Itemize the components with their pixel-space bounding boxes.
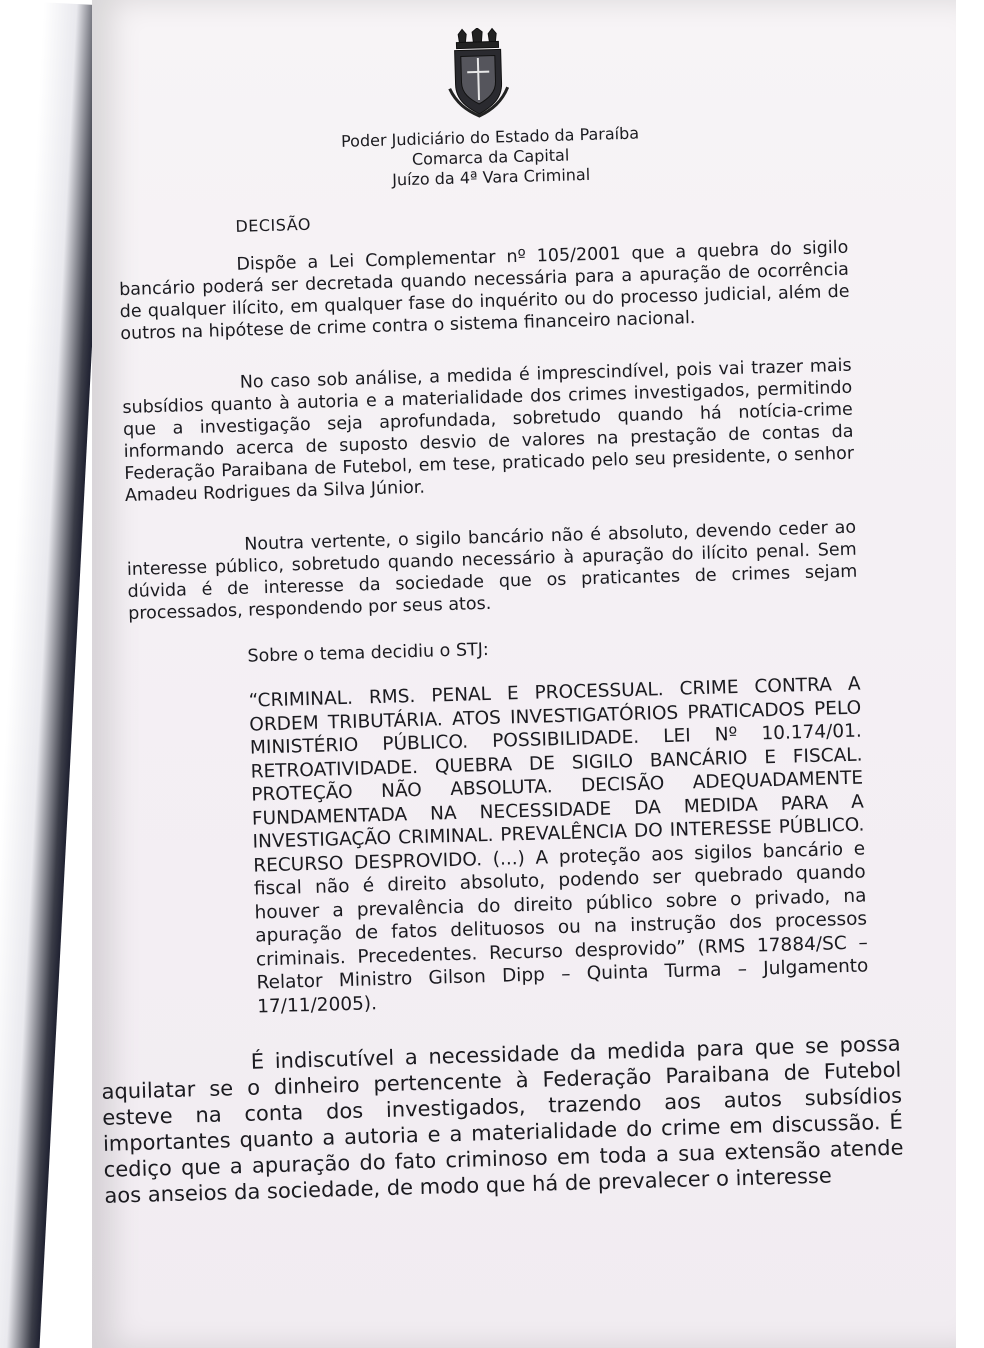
header-line-2: Comarca da Capital xyxy=(411,145,570,169)
photo-margin xyxy=(956,0,984,1348)
document-content xyxy=(101,18,904,1208)
jurisprudence-quote: “CRIMINAL. RMS. PENAL E PROCESSUAL. CRIME CONTRA A ORDEM TRIBUTÁRIA. ATOS INVESTIGATÓRIOS PRATICADOS PELO MINISTÉRIO PÚBLICO. POSSIBILIDADE. LEI Nº 10.174/01. RETROATIVIDADE. QUEBRA DE SIGILO BANCÁRIO E FISCAL. PROTEÇÃO NÃO ABSOLUTA. DECISÃO ADEQUADAMENTE FUNDAMENTADA NA NECESSIDADE DA MEDIDA PARA A INVESTIGAÇÃO CRIMINAL. PREVALÊNCIA DO INTERESSE PÚBLICO. RECURSO DESPROVIDO. (...) A proteção aos sigilos bancário e fiscal não é direito absoluto, podendo ser quebrado quando houver a prevalência do direito público sobre o privado, na apuração de fatos delituosos ou na instrução dos processos criminais. Precedentes. Recurso desprovido” (RMS 17884/SC – Relator Ministro Gilson Dipp – Quinta Turma – Julgamento 17/11/2005). xyxy=(248,673,869,1018)
court-header xyxy=(135,118,846,198)
paragraph-3: Noutra vertente, o sigilo bancário não é absoluto, devendo ceder ao interesse público, sobretudo quando necessário à apuração do ilícito penal. Sem dúvida é de interesse da sociedade que os praticantes de crimes sejam processados, respondendo por seus atos. xyxy=(126,517,858,624)
paragraph-4: É indiscutível a necessidade da medida para que se possa aquilatar se o dinheiro pertencente à Federação Paraibana de Futebol esteve na conta dos investigados, trazendo aos autos subsídios importantes quanto a autoria e a materialidade do crime em discussão. É cediço que a apuração do fato criminoso em toda a sua extensão atende aos anseios da sociedade, de modo que há de prevalecer o interesse xyxy=(101,1031,904,1208)
header-line-3: Juízo da 4ª Vara Criminal xyxy=(391,164,591,190)
document-title: DECISÃO xyxy=(235,214,312,236)
coat-of-arms-icon xyxy=(444,27,513,125)
header-line-1: Poder Judiciário do Estado da Paraíba xyxy=(340,123,640,151)
quote-intro: Sobre o tema decidiu o STJ: xyxy=(247,639,490,667)
paragraph-1: Dispõe a Lei Complementar nº 105/2001 que a quebra do sigilo bancário poderá ser decretada quando necessária para a apuração de ocorrência de qualquer ilícito, em qualquer fase do inquérito ou do processo judicial, além de outros na hipótese de crime contra o sistema financeiro nacional. xyxy=(118,237,850,345)
paragraph-2: No caso sob análise, a medida é imprescindível, pois vai trazer mais subsídios quanto à autoria e a materialidade dos crimes investigados, permitindo que a investigação seja aprofundada, sobretudo quando há notícia-crime informando acerca de suposto desvio de valores na prestação de contas da Federação Paraibana de Futebol, em tese, praticado pelo seu presidente, o senhor Amadeu Rodrigues da Silva Júnior. xyxy=(122,355,855,507)
